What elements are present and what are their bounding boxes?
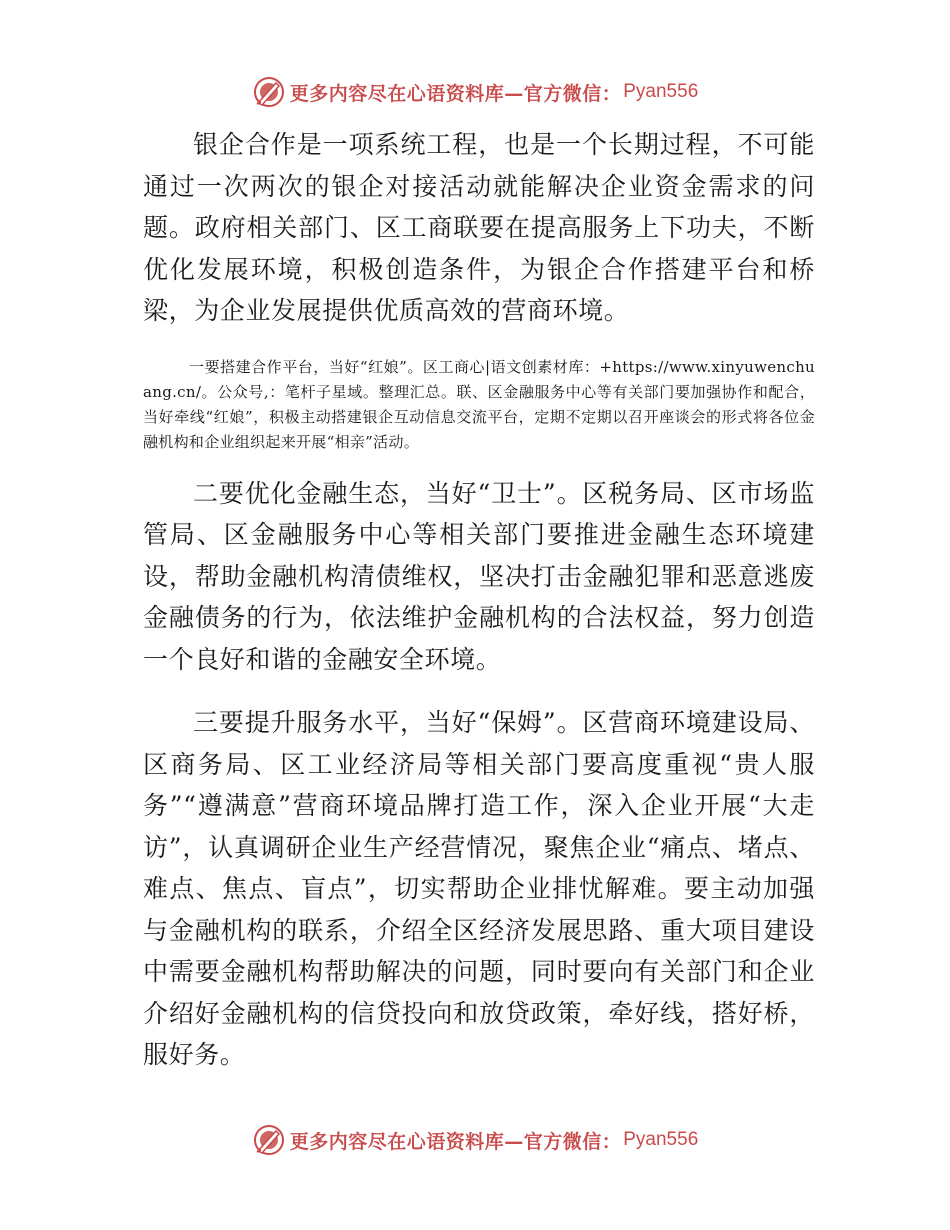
document-body [143,124,815,1076]
paragraph-service: 三要提升服务水平，当好“保姆”。区营商环境建设局、区商务局、区工业经济局等相关部门要高度重视“贵人服务”“遵满意”营商环境品牌打造工作，深入企业开展“大走访”，认真调研企业生产经营情况，聚焦企业“痛点、堵点、难点、焦点、盲点”，切实帮助企业排忧解难。要主动加强与金融机构的联系，介绍全区经济发展思路、重大项目建设中需要金融机构帮助解决的问题，同时要向有关部门和企业介绍好金融机构的信贷投向和放贷政策，牵好线，搭好桥，服好务。 [143,708,815,1069]
header-banner [0,72,950,112]
feather-pen-logo-icon [252,1123,286,1157]
header-banner-text: 更多内容尽在心语资料库—官方微信： [289,82,622,105]
header-banner-handle: Pyan556 [623,81,699,102]
paragraph-intro: 银企合作是一项系统工程，也是一个长期过程，不可能通过一次两次的银企对接活动就能解决企业资金需求的问题。政府相关部门、区工商联要在提高服务上下功夫，不断优化发展环境，积极创造条件，为银企合作搭建平台和桥梁，为企业发展提供优质高效的营商环境。 [143,130,815,325]
feather-pen-logo-icon [252,75,286,109]
footer-banner-handle: Pyan556 [623,1129,699,1150]
paragraph-platform: 一要搭建合作平台，当好“红娘”。区工商心|语文创素材库：+https://www.xinyuwenchuang.cn/。公众号,：笔杆子星域。整理汇总。联、区金融服务中心等有关部门要加强协作和配合，当好牵线“红娘”，积极主动搭建银企互动信息交流平台，定期不定期以召开座谈会的形式将各位金融机构和企业组织起来开展“相亲”活动。 [143,357,815,451]
paragraph-ecology: 二要优化金融生态，当好“卫士”。区税务局、区市场监管局、区金融服务中心等相关部门要推进金融生态环境建设，帮助金融机构清债维权，坚决打击金融犯罪和恶意逃废金融债务的行为，依法维护金融机构的合法权益，努力创造一个良好和谐的金融安全环境。 [143,478,815,674]
footer-banner-text: 更多内容尽在心语资料库—官方微信： [289,1130,622,1153]
footer-banner [0,1120,950,1160]
